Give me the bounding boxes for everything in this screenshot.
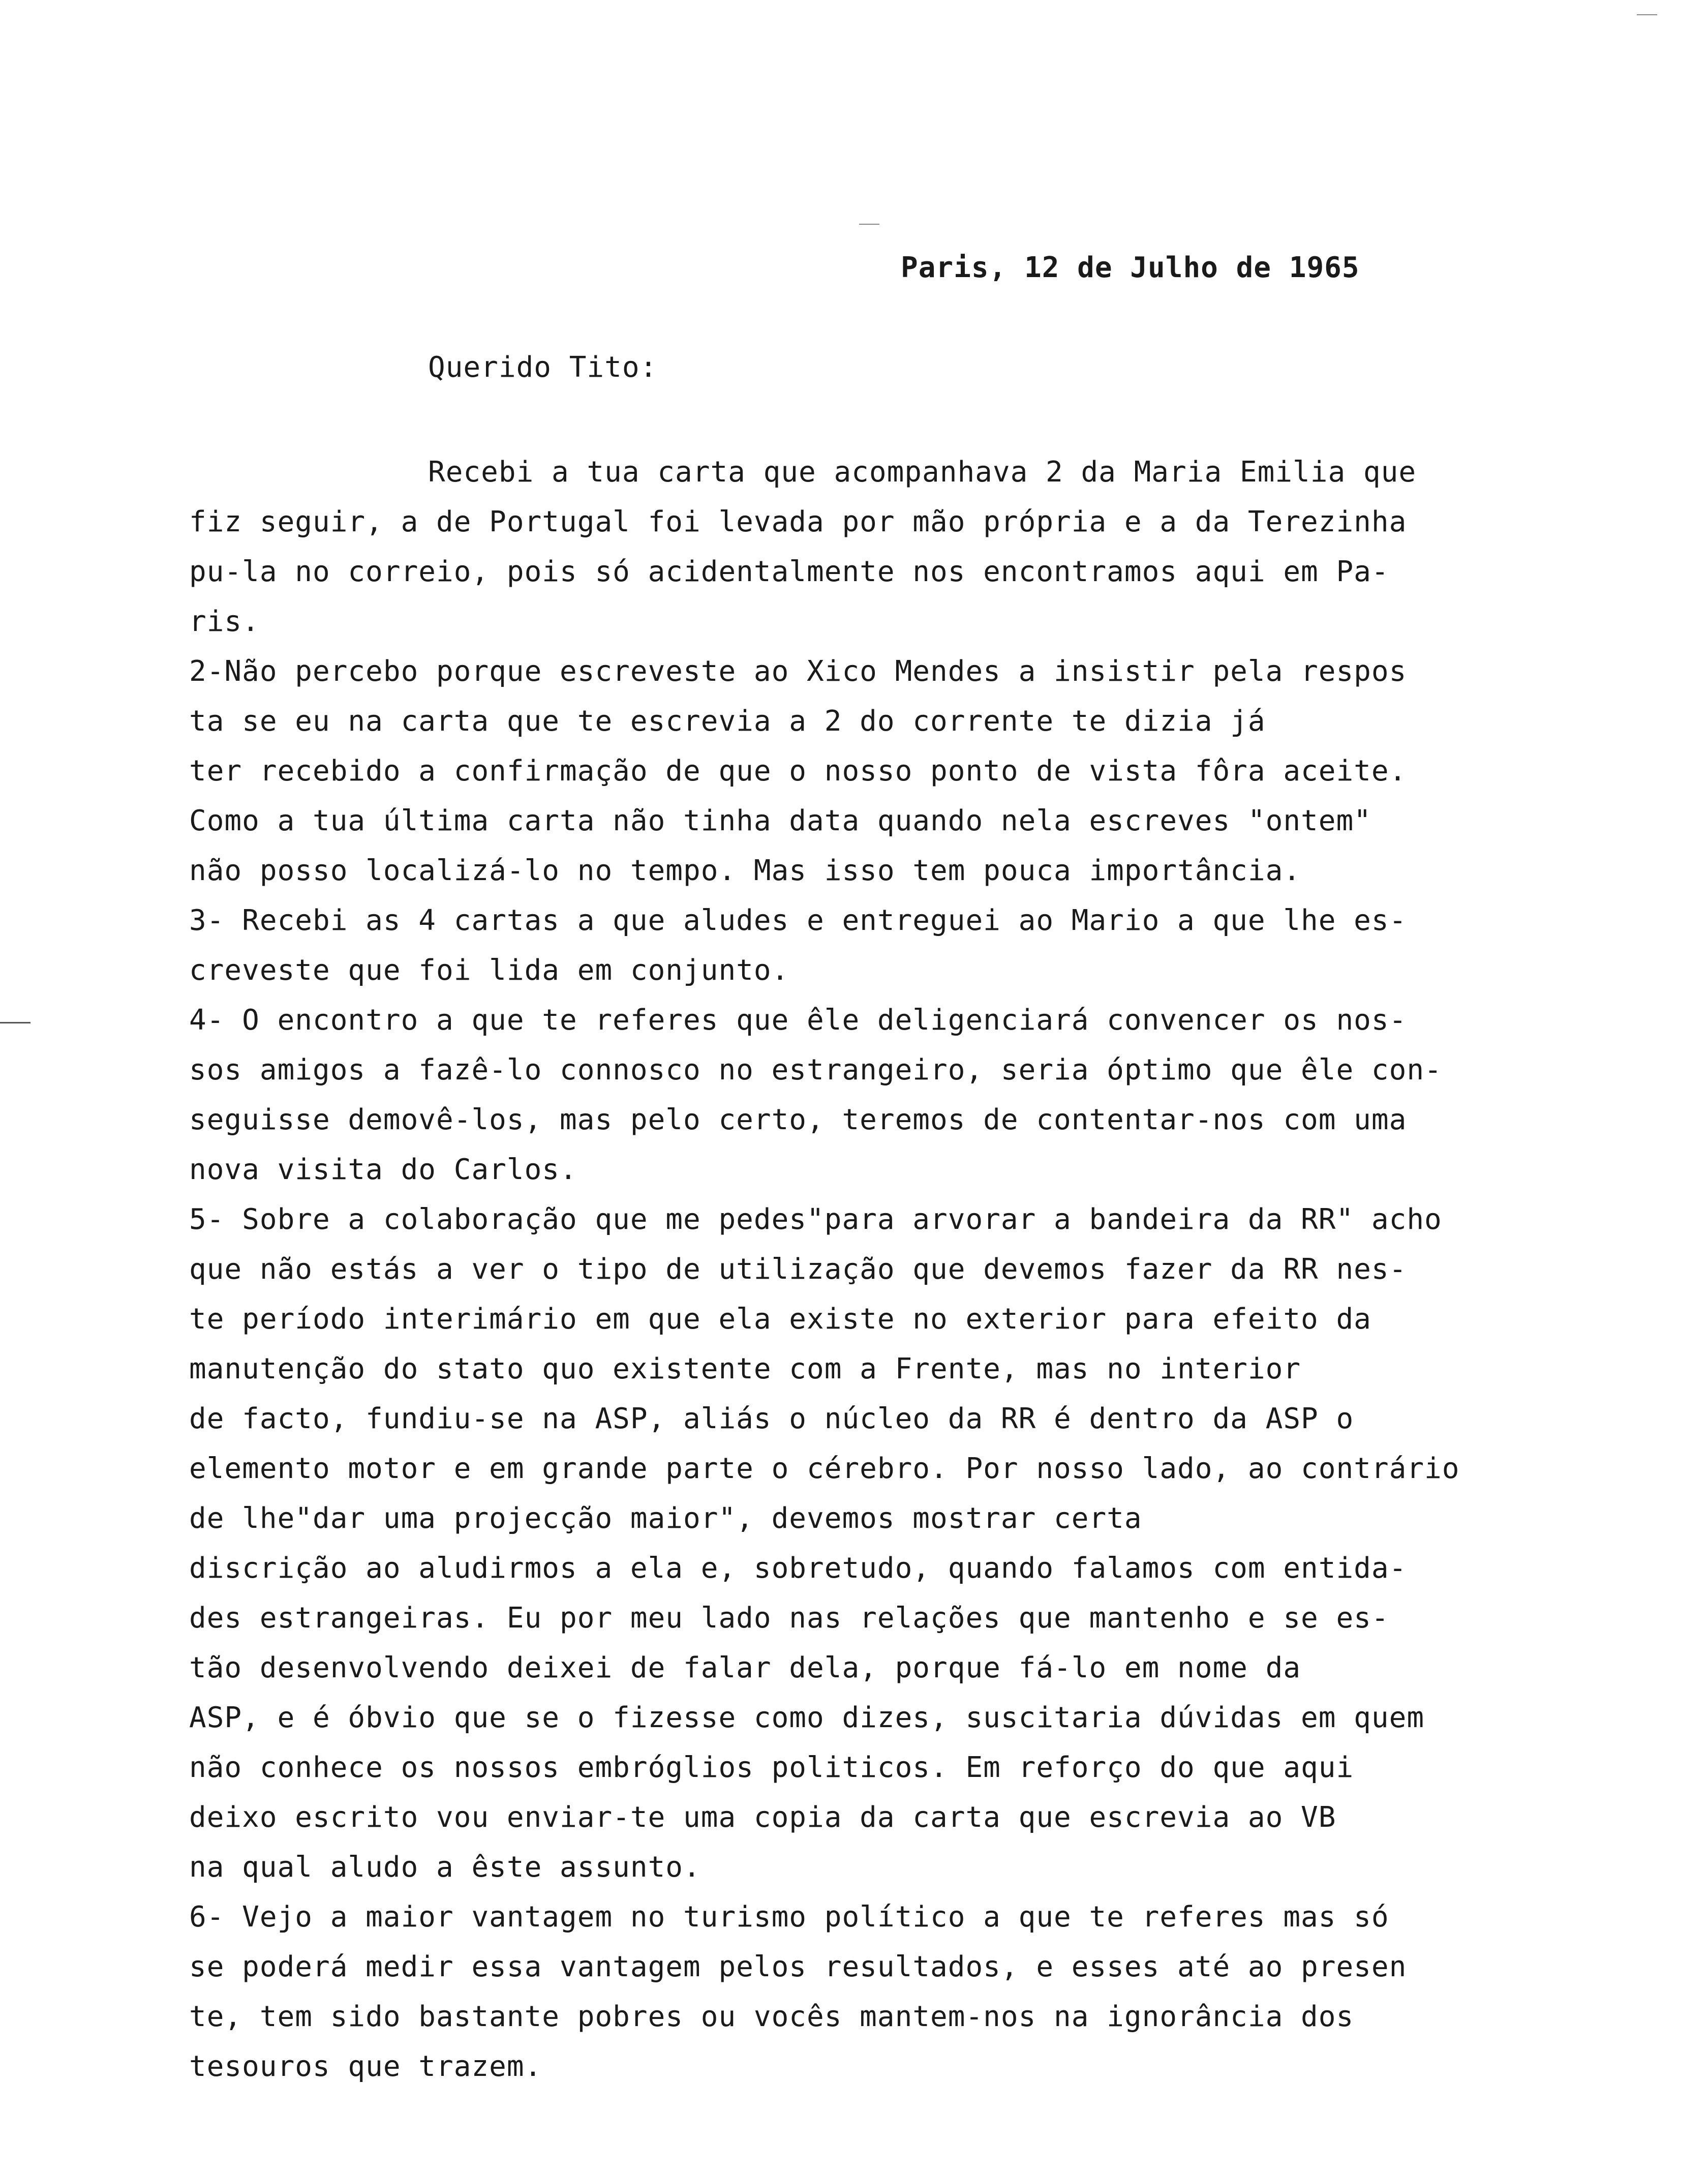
body-line: não conhece os nossos embróglios politicos. Em reforço do que aqui: [189, 1751, 1354, 1784]
body-line: elemento motor e em grande parte o cérebro. Por nosso lado, ao contrário: [189, 1452, 1460, 1485]
body-line: des estrangeiras. Eu por meu lado nas relações que mantenho e se es-: [189, 1602, 1389, 1635]
body-line: na qual aludo a êste assunto.: [189, 1851, 701, 1884]
letter-body: [189, 447, 1612, 2092]
body-line: te, tem sido bastante pobres ou vocês mantem-nos na ignorância dos: [189, 2000, 1354, 2033]
body-line: te período interimário em que ela existe no exterior para efeito da: [189, 1303, 1371, 1336]
letter-salutation: Querido Tito:: [428, 351, 658, 384]
body-line: 5- Sobre a colaboração que me pedes"para arvorar a bandeira da RR" acho: [189, 1203, 1442, 1236]
left-margin-mark: [0, 1022, 30, 1023]
body-line: tesouros que trazem.: [189, 2050, 542, 2083]
body-line: manutenção do stato quo existente com a Frente, mas no interior: [189, 1352, 1301, 1385]
scan-corner-mark: [1637, 14, 1657, 15]
body-line: pu-la no correio, pois só acidentalmente nos encontramos aqui em Pa-: [189, 555, 1389, 588]
top-center-mark: [859, 224, 879, 225]
body-line: ASP, e é óbvio que se o fizesse como dizes, suscitaria dúvidas em quem: [189, 1701, 1425, 1734]
body-line: ta se eu na carta que te escrevia a 2 do corrente te dizia já: [189, 705, 1266, 738]
body-line: fiz seguir, a de Portugal foi levada por mão própria e a da Terezinha: [189, 505, 1407, 538]
body-line: não posso localizá-lo no tempo. Mas isso tem pouca importância.: [189, 854, 1301, 887]
body-line: de facto, fundiu-se na ASP, aliás o núcleo da RR é dentro da ASP o: [189, 1402, 1354, 1435]
body-line: sos amigos a fazê-lo connosco no estrangeiro, seria óptimo que êle con-: [189, 1053, 1442, 1087]
body-line: Como a tua última carta não tinha data quando nela escreves "ontem": [189, 804, 1371, 837]
body-line: deixo escrito vou enviar-te uma copia da carta que escrevia ao VB: [189, 1801, 1336, 1834]
body-line: 2-Não percebo porque escreveste ao Xico Mendes a insistir pela respos: [189, 655, 1407, 688]
body-line: nova visita do Carlos.: [189, 1153, 577, 1186]
body-line: discrição ao aludirmos a ela e, sobretudo, quando falamos com entida-: [189, 1552, 1407, 1585]
body-line: 6- Vejo a maior vantagem no turismo político a que te referes mas só: [189, 1900, 1389, 1934]
body-line: 4- O encontro a que te referes que êle deligenciará convencer os nos-: [189, 1004, 1407, 1037]
letter-date: Paris, 12 de Julho de 1965: [901, 251, 1360, 284]
body-line: de lhe"dar uma projecção maior", devemos mostrar certa: [189, 1502, 1142, 1535]
body-line: Recebi a tua carta que acompanhava 2 da Maria Emilia que: [428, 456, 1417, 489]
body-line: ris.: [189, 605, 260, 638]
body-line: seguisse demovê-los, mas pelo certo, teremos de contentar-nos com uma: [189, 1103, 1407, 1136]
body-line: creveste que foi lida em conjunto.: [189, 954, 789, 987]
body-line: 3- Recebi as 4 cartas a que aludes e entreguei ao Mario a que lhe es-: [189, 904, 1407, 937]
body-line: tão desenvolvendo deixei de falar dela, porque fá-lo em nome da: [189, 1651, 1301, 1684]
body-line: se poderá medir essa vantagem pelos resultados, e esses até ao presen: [189, 1950, 1407, 1983]
body-line: ter recebido a confirmação de que o nosso ponto de vista fôra aceite.: [189, 755, 1407, 788]
body-line: que não estás a ver o tipo de utilização que devemos fazer da RR nes-: [189, 1253, 1407, 1286]
